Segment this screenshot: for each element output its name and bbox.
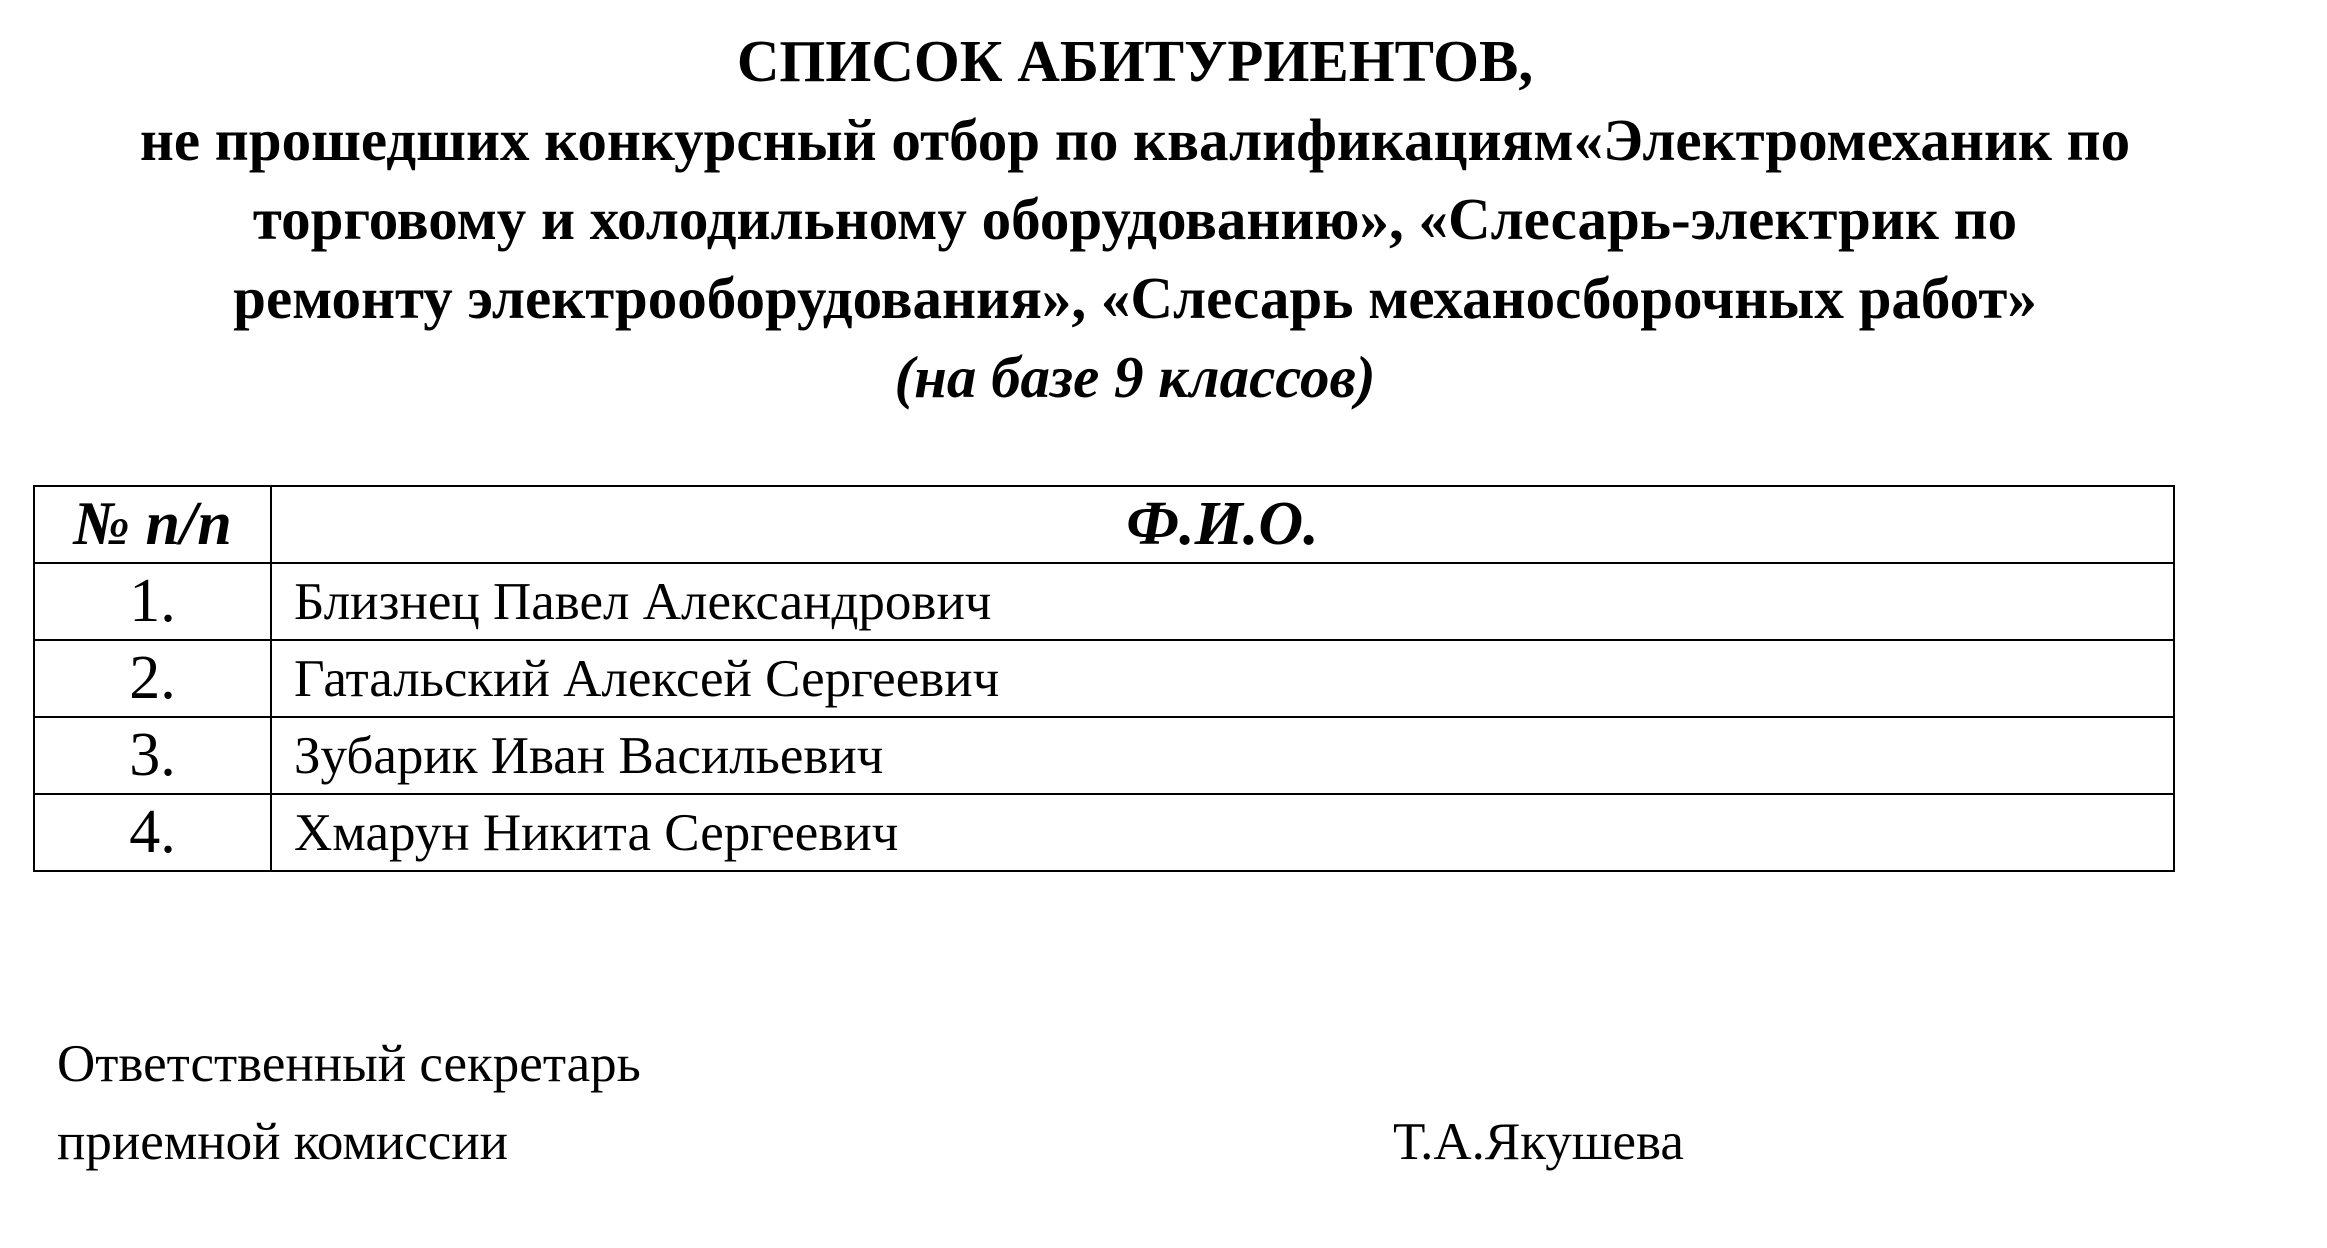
document-heading: [0, 22, 2270, 417]
signature-title-line-2: приемной комиссии: [57, 1113, 508, 1171]
heading-line-2: не прошедших конкурсный отбор по квалификациям«Электромеханик по: [139, 107, 2131, 173]
heading-line-4: ремонту электрооборудования», «Слесарь механосборочных работ»: [233, 265, 2037, 331]
row-number: 2.: [34, 640, 271, 717]
table-row: [34, 640, 2174, 717]
row-fio: Гатальский Алексей Сергеевич: [271, 640, 2174, 717]
table-row: [34, 563, 2174, 640]
heading-title: СПИСОК АБИТУРИЕНТОВ,: [736, 28, 1534, 94]
heading-subtitle: (на базе 9 классов): [894, 344, 1376, 410]
row-fio: Зубарик Иван Васильевич: [271, 717, 2174, 794]
table-row: [34, 717, 2174, 794]
table-header-row: [34, 486, 2174, 563]
signature-title: [57, 1025, 641, 1181]
table-row: [34, 794, 2174, 871]
row-number: 3.: [34, 717, 271, 794]
heading-line-3: торговому и холодильному оборудованию», «Слесарь-электрик по: [252, 186, 2018, 252]
applicants-table: [33, 485, 2175, 872]
signature-name: Т.А.Якушева: [1393, 1113, 1684, 1171]
row-number: 1.: [34, 563, 271, 640]
column-header-fio: Ф.И.О.: [271, 486, 2174, 563]
row-fio: Хмарун Никита Сергеевич: [271, 794, 2174, 871]
signature-title-line-1: Ответственный секретарь: [57, 1035, 641, 1093]
row-number: 4.: [34, 794, 271, 871]
row-fio: Близнец Павел Александрович: [271, 563, 2174, 640]
column-header-number: № п/п: [34, 486, 271, 563]
